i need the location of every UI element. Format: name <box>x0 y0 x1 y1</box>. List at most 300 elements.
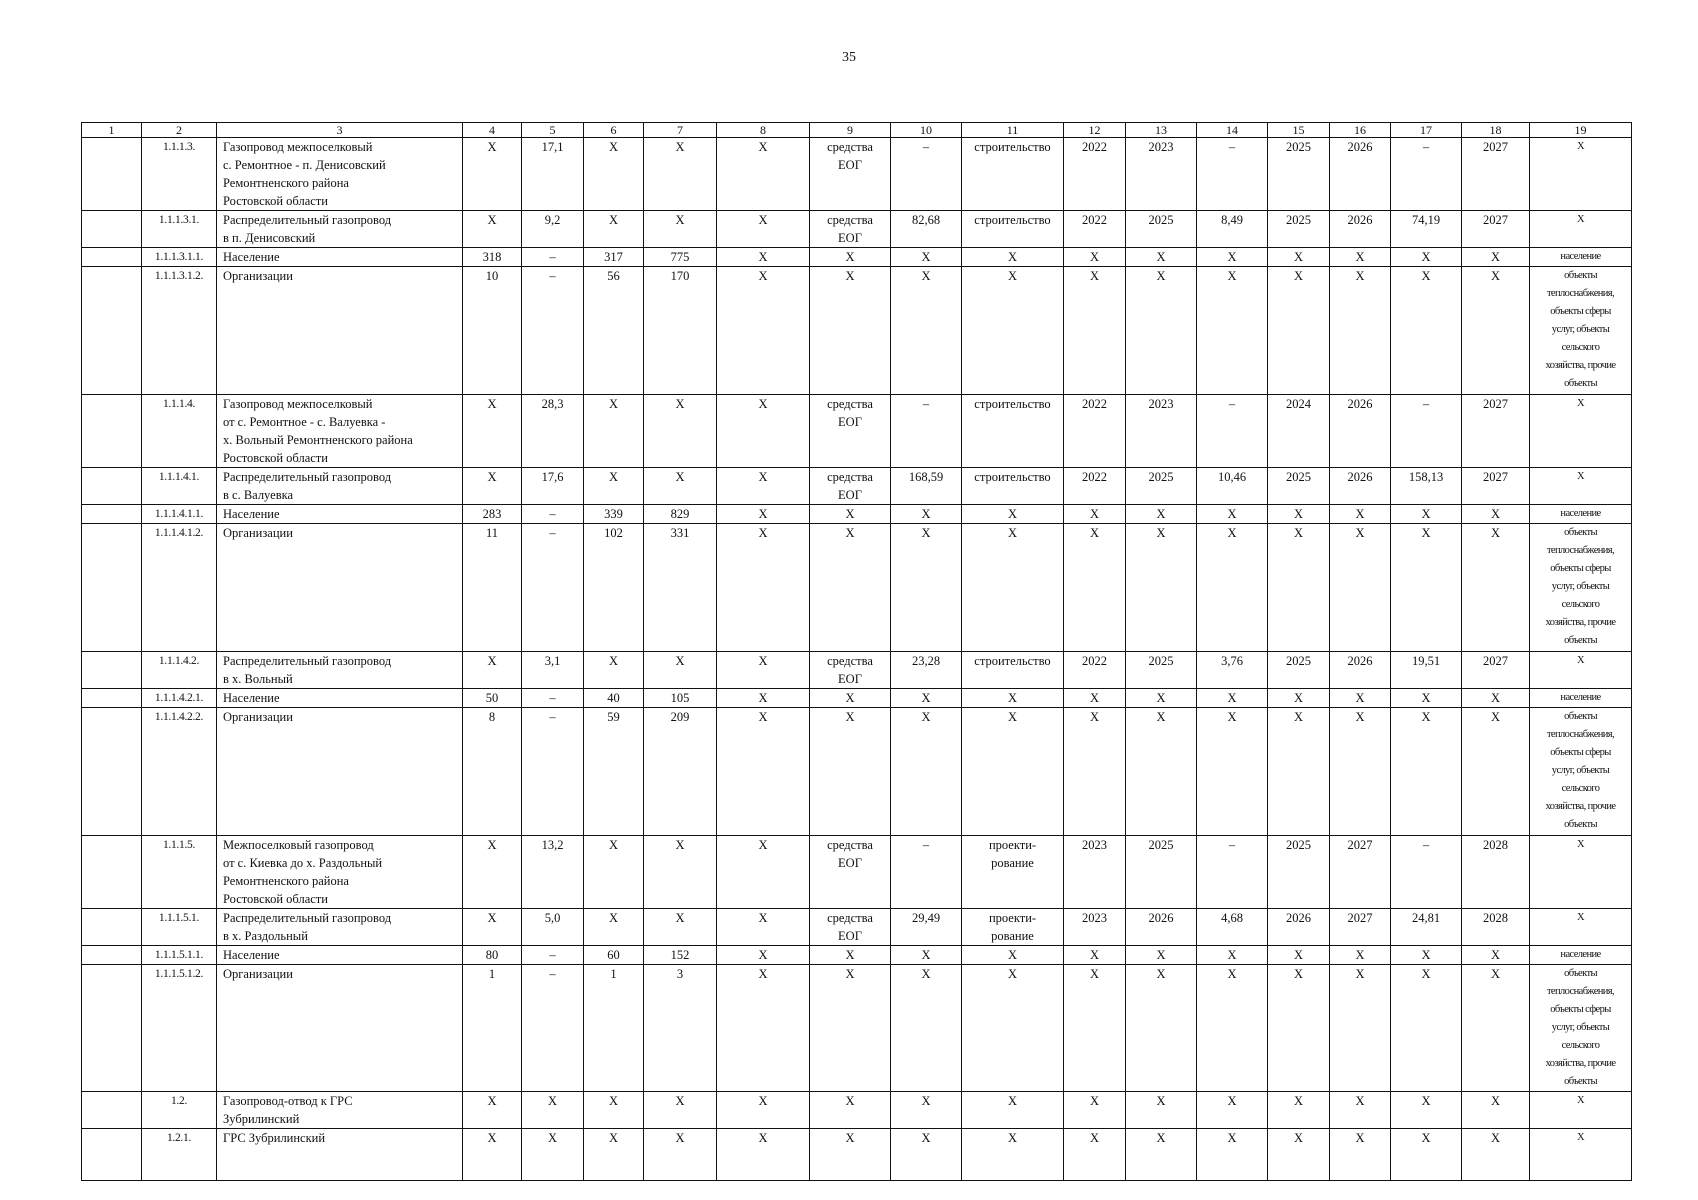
value-cell: Х <box>1330 965 1391 1092</box>
value-cell <box>82 708 142 836</box>
column-number-cell: 19 <box>1530 123 1632 138</box>
column-number-cell: 17 <box>1391 123 1462 138</box>
column-number-cell: 5 <box>522 123 584 138</box>
value-cell: Х <box>1462 267 1530 395</box>
value-cell: Х <box>463 836 522 909</box>
value-cell: Х <box>891 946 962 965</box>
value-cell: 8 <box>463 708 522 836</box>
item-name-cell: Организации <box>217 524 463 652</box>
value-cell: 209 <box>644 708 717 836</box>
value-cell: 2022 <box>1064 468 1126 505</box>
value-cell <box>82 524 142 652</box>
consumer-category-cell: Х <box>1530 1129 1632 1181</box>
value-cell: Х <box>463 1092 522 1129</box>
item-code-cell: 1.1.1.3.1. <box>142 211 217 248</box>
value-cell: Х <box>1268 505 1330 524</box>
value-cell: – <box>1391 836 1462 909</box>
item-code-cell: 1.1.1.5.1.2. <box>142 965 217 1092</box>
value-cell: Х <box>584 395 644 468</box>
value-cell: Х <box>891 965 962 1092</box>
value-cell: – <box>891 395 962 468</box>
value-cell: Х <box>717 524 810 652</box>
value-cell: Х <box>717 505 810 524</box>
value-cell: проекти- рование <box>962 836 1064 909</box>
value-cell: 2025 <box>1268 138 1330 211</box>
value-cell: Х <box>1391 965 1462 1092</box>
value-cell: Х <box>1462 505 1530 524</box>
value-cell: – <box>1391 395 1462 468</box>
value-cell: средства ЕОГ <box>810 211 891 248</box>
value-cell: 2025 <box>1126 211 1197 248</box>
consumer-category-cell: население <box>1530 946 1632 965</box>
item-code-cell: 1.1.1.4.2.2. <box>142 708 217 836</box>
value-cell: Х <box>463 138 522 211</box>
value-cell: 2025 <box>1126 468 1197 505</box>
value-cell: Х <box>1330 708 1391 836</box>
value-cell: 3,1 <box>522 652 584 689</box>
value-cell: Х <box>717 946 810 965</box>
value-cell: 2027 <box>1330 836 1391 909</box>
value-cell <box>82 468 142 505</box>
value-cell <box>82 689 142 708</box>
value-cell: 9,2 <box>522 211 584 248</box>
value-cell: 2026 <box>1126 909 1197 946</box>
value-cell: Х <box>1391 1092 1462 1129</box>
value-cell <box>82 505 142 524</box>
value-cell: 13,2 <box>522 836 584 909</box>
value-cell: Х <box>717 965 810 1092</box>
item-name-cell: Газопровод-отвод к ГРС Зубрилинский <box>217 1092 463 1129</box>
value-cell: Х <box>1330 1129 1391 1181</box>
value-cell: 10,46 <box>1197 468 1268 505</box>
value-cell: Х <box>1462 946 1530 965</box>
value-cell: 50 <box>463 689 522 708</box>
table-row <box>82 836 1632 909</box>
value-cell: Х <box>717 468 810 505</box>
value-cell <box>82 1092 142 1129</box>
value-cell: строительство <box>962 468 1064 505</box>
value-cell: Х <box>1268 524 1330 652</box>
value-cell: Х <box>1197 524 1268 652</box>
value-cell: 2023 <box>1064 836 1126 909</box>
value-cell: 59 <box>584 708 644 836</box>
value-cell: Х <box>962 267 1064 395</box>
value-cell: Х <box>717 248 810 267</box>
consumer-category-cell: население <box>1530 248 1632 267</box>
value-cell: 152 <box>644 946 717 965</box>
item-name-cell: Организации <box>217 708 463 836</box>
value-cell: 2025 <box>1268 652 1330 689</box>
value-cell: Х <box>463 1129 522 1181</box>
value-cell: строительство <box>962 138 1064 211</box>
item-code-cell: 1.1.1.3.1.2. <box>142 267 217 395</box>
value-cell: Х <box>810 708 891 836</box>
table-row <box>82 395 1632 468</box>
value-cell: Х <box>463 909 522 946</box>
value-cell: Х <box>1462 965 1530 1092</box>
value-cell: – <box>1197 836 1268 909</box>
value-cell: Х <box>584 836 644 909</box>
consumer-category-cell: объекты теплоснабжения, объекты сферы услуг, объекты сельского хозяйства, прочие объекты <box>1530 708 1632 836</box>
item-name-cell: Население <box>217 248 463 267</box>
value-cell: Х <box>1330 946 1391 965</box>
value-cell: – <box>522 708 584 836</box>
table-row <box>82 652 1632 689</box>
item-code-cell: 1.1.1.5.1.1. <box>142 946 217 965</box>
value-cell: Х <box>891 1092 962 1129</box>
value-cell: Х <box>962 689 1064 708</box>
value-cell: Х <box>1391 267 1462 395</box>
page-number: 35 <box>842 50 856 65</box>
value-cell: строительство <box>962 395 1064 468</box>
value-cell: Х <box>810 689 891 708</box>
column-number-cell: 8 <box>717 123 810 138</box>
value-cell: Х <box>1197 946 1268 965</box>
value-cell: Х <box>1391 505 1462 524</box>
value-cell: Х <box>584 1129 644 1181</box>
value-cell: Х <box>1462 689 1530 708</box>
item-code-cell: 1.1.1.4.2.1. <box>142 689 217 708</box>
value-cell: – <box>522 946 584 965</box>
value-cell: Х <box>810 1129 891 1181</box>
item-name-cell: Население <box>217 946 463 965</box>
value-cell: 1 <box>463 965 522 1092</box>
value-cell <box>82 946 142 965</box>
value-cell: Х <box>584 211 644 248</box>
table-row <box>82 267 1632 395</box>
value-cell: Х <box>1064 1129 1126 1181</box>
value-cell: – <box>891 138 962 211</box>
item-name-cell: Организации <box>217 965 463 1092</box>
item-name-cell: Газопровод межпоселковый от с. Ремонтное - с. Валуевка - х. Вольный Ремонтненского района Ростовской области <box>217 395 463 468</box>
value-cell: Х <box>1064 524 1126 652</box>
value-cell: 17,1 <box>522 138 584 211</box>
value-cell: 2027 <box>1462 138 1530 211</box>
value-cell: Х <box>1197 248 1268 267</box>
item-code-cell: 1.1.1.5.1. <box>142 909 217 946</box>
table-row <box>82 524 1632 652</box>
value-cell: 318 <box>463 248 522 267</box>
table-row <box>82 468 1632 505</box>
value-cell: Х <box>1126 524 1197 652</box>
value-cell: средства ЕОГ <box>810 468 891 505</box>
consumer-category-cell: население <box>1530 689 1632 708</box>
value-cell: 24,81 <box>1391 909 1462 946</box>
value-cell: Х <box>962 248 1064 267</box>
value-cell: Х <box>717 267 810 395</box>
value-cell: Х <box>463 211 522 248</box>
item-name-cell: Распределительный газопровод в х. Раздольный <box>217 909 463 946</box>
value-cell: Х <box>810 248 891 267</box>
value-cell: 283 <box>463 505 522 524</box>
value-cell: Х <box>810 965 891 1092</box>
table-row <box>82 138 1632 211</box>
value-cell: 2027 <box>1462 652 1530 689</box>
value-cell: Х <box>1268 708 1330 836</box>
value-cell: Х <box>1391 946 1462 965</box>
value-cell: Х <box>1462 248 1530 267</box>
table-row <box>82 708 1632 836</box>
consumer-category-cell: объекты теплоснабжения, объекты сферы услуг, объекты сельского хозяйства, прочие объекты <box>1530 267 1632 395</box>
value-cell: Х <box>810 505 891 524</box>
item-code-cell: 1.1.1.4.2. <box>142 652 217 689</box>
value-cell: Х <box>717 708 810 836</box>
value-cell: Х <box>1197 1129 1268 1181</box>
value-cell: Х <box>463 395 522 468</box>
item-name-cell: Распределительный газопровод в с. Валуевка <box>217 468 463 505</box>
value-cell: 80 <box>463 946 522 965</box>
value-cell: Х <box>1330 524 1391 652</box>
item-code-cell: 1.1.1.4. <box>142 395 217 468</box>
item-name-cell: Население <box>217 689 463 708</box>
value-cell: 2026 <box>1330 652 1391 689</box>
value-cell: Х <box>1064 689 1126 708</box>
value-cell: Х <box>1462 1129 1530 1181</box>
value-cell: 2026 <box>1268 909 1330 946</box>
value-cell: 28,3 <box>522 395 584 468</box>
value-cell: Х <box>810 267 891 395</box>
value-cell: Х <box>891 524 962 652</box>
value-cell: 1 <box>584 965 644 1092</box>
column-number-cell: 2 <box>142 123 217 138</box>
value-cell <box>82 965 142 1092</box>
value-cell: Х <box>810 946 891 965</box>
value-cell: Х <box>644 1092 717 1129</box>
value-cell: Х <box>1064 505 1126 524</box>
value-cell <box>82 138 142 211</box>
item-name-cell: ГРС Зубрилинский <box>217 1129 463 1181</box>
value-cell: Х <box>644 395 717 468</box>
column-number-cell: 6 <box>584 123 644 138</box>
value-cell: Х <box>962 708 1064 836</box>
value-cell: 3,76 <box>1197 652 1268 689</box>
value-cell: Х <box>644 836 717 909</box>
value-cell: Х <box>463 468 522 505</box>
value-cell: Х <box>522 1129 584 1181</box>
value-cell: Х <box>717 395 810 468</box>
value-cell: 5,0 <box>522 909 584 946</box>
table-row <box>82 505 1632 524</box>
value-cell: – <box>522 689 584 708</box>
value-cell: Х <box>891 505 962 524</box>
value-cell: 2022 <box>1064 395 1126 468</box>
value-cell: Х <box>1197 689 1268 708</box>
value-cell: Х <box>1268 267 1330 395</box>
item-name-cell: Распределительный газопровод в х. Вольный <box>217 652 463 689</box>
value-cell <box>82 395 142 468</box>
value-cell: Х <box>962 524 1064 652</box>
value-cell <box>82 652 142 689</box>
item-code-cell: 1.1.1.3.1.1. <box>142 248 217 267</box>
value-cell: Х <box>1268 946 1330 965</box>
value-cell: – <box>522 248 584 267</box>
value-cell: 56 <box>584 267 644 395</box>
value-cell: 3 <box>644 965 717 1092</box>
item-name-cell: Организации <box>217 267 463 395</box>
column-number-cell: 14 <box>1197 123 1268 138</box>
value-cell: – <box>1197 138 1268 211</box>
value-cell: 40 <box>584 689 644 708</box>
value-cell <box>82 211 142 248</box>
value-cell: Х <box>644 468 717 505</box>
value-cell: Х <box>644 1129 717 1181</box>
column-number-cell: 1 <box>82 123 142 138</box>
value-cell: 829 <box>644 505 717 524</box>
column-number-cell: 13 <box>1126 123 1197 138</box>
consumer-category-cell: Х <box>1530 395 1632 468</box>
value-cell: Х <box>1268 965 1330 1092</box>
table-row <box>82 248 1632 267</box>
value-cell: Х <box>584 652 644 689</box>
value-cell: Х <box>644 138 717 211</box>
value-cell: Х <box>1268 1129 1330 1181</box>
value-cell: Х <box>1391 1129 1462 1181</box>
value-cell: Х <box>1064 946 1126 965</box>
value-cell: Х <box>1462 1092 1530 1129</box>
value-cell: Х <box>1330 1092 1391 1129</box>
value-cell: – <box>522 505 584 524</box>
column-number-cell: 9 <box>810 123 891 138</box>
item-name-cell: Межпоселковый газопровод от с. Киевка до х. Раздольный Ремонтненского района Ростовской области <box>217 836 463 909</box>
value-cell: Х <box>1462 524 1530 652</box>
table-row <box>82 965 1632 1092</box>
item-name-cell: Население <box>217 505 463 524</box>
value-cell: Х <box>962 1092 1064 1129</box>
value-cell: 2024 <box>1268 395 1330 468</box>
value-cell: Х <box>644 909 717 946</box>
value-cell: 2026 <box>1330 138 1391 211</box>
value-cell: Х <box>891 689 962 708</box>
value-cell: Х <box>1126 248 1197 267</box>
value-cell: Х <box>717 1129 810 1181</box>
consumer-category-cell: Х <box>1530 1092 1632 1129</box>
value-cell: Х <box>1126 965 1197 1092</box>
value-cell: – <box>1197 395 1268 468</box>
value-cell: 17,6 <box>522 468 584 505</box>
value-cell: Х <box>1197 1092 1268 1129</box>
value-cell: Х <box>717 652 810 689</box>
value-cell: 2028 <box>1462 836 1530 909</box>
value-cell: средства ЕОГ <box>810 836 891 909</box>
value-cell: Х <box>891 1129 962 1181</box>
consumer-category-cell: Х <box>1530 468 1632 505</box>
item-code-cell: 1.1.1.4.1.2. <box>142 524 217 652</box>
value-cell: 2027 <box>1330 909 1391 946</box>
consumer-category-cell: Х <box>1530 138 1632 211</box>
value-cell: 2028 <box>1462 909 1530 946</box>
item-code-cell: 1.1.1.3. <box>142 138 217 211</box>
value-cell: – <box>1391 138 1462 211</box>
value-cell: 4,68 <box>1197 909 1268 946</box>
consumer-category-cell: Х <box>1530 836 1632 909</box>
consumer-category-cell: Х <box>1530 909 1632 946</box>
value-cell: средства ЕОГ <box>810 395 891 468</box>
value-cell: – <box>522 267 584 395</box>
value-cell <box>82 836 142 909</box>
value-cell: Х <box>1391 689 1462 708</box>
value-cell: Х <box>1462 708 1530 836</box>
consumer-category-cell: объекты теплоснабжения, объекты сферы услуг, объекты сельского хозяйства, прочие объекты <box>1530 965 1632 1092</box>
value-cell: 2025 <box>1268 836 1330 909</box>
value-cell: 10 <box>463 267 522 395</box>
value-cell: Х <box>1330 689 1391 708</box>
value-cell: Х <box>1391 248 1462 267</box>
column-number-cell: 18 <box>1462 123 1530 138</box>
item-name-cell: Распределительный газопровод в п. Денисовский <box>217 211 463 248</box>
value-cell: проекти- рование <box>962 909 1064 946</box>
value-cell: Х <box>584 468 644 505</box>
value-cell: Х <box>1126 689 1197 708</box>
value-cell: 2027 <box>1462 395 1530 468</box>
column-number-cell: 15 <box>1268 123 1330 138</box>
value-cell: 2023 <box>1064 909 1126 946</box>
value-cell: Х <box>891 248 962 267</box>
value-cell: 2025 <box>1268 468 1330 505</box>
value-cell: 8,49 <box>1197 211 1268 248</box>
value-cell: Х <box>1126 505 1197 524</box>
value-cell: Х <box>1064 267 1126 395</box>
value-cell: Х <box>717 836 810 909</box>
value-cell: 168,59 <box>891 468 962 505</box>
value-cell: 2022 <box>1064 211 1126 248</box>
column-number-cell: 10 <box>891 123 962 138</box>
value-cell: – <box>522 965 584 1092</box>
value-cell: Х <box>717 211 810 248</box>
value-cell: Х <box>962 505 1064 524</box>
value-cell: Х <box>1330 248 1391 267</box>
value-cell: Х <box>962 965 1064 1092</box>
consumer-category-cell: Х <box>1530 211 1632 248</box>
value-cell: 2023 <box>1126 395 1197 468</box>
value-cell: 74,19 <box>1391 211 1462 248</box>
value-cell: Х <box>1268 689 1330 708</box>
table-row <box>82 909 1632 946</box>
value-cell: 82,68 <box>891 211 962 248</box>
value-cell: Х <box>891 267 962 395</box>
item-code-cell: 1.1.1.4.1. <box>142 468 217 505</box>
program-table <box>81 122 1632 1181</box>
column-number-cell: 12 <box>1064 123 1126 138</box>
value-cell: 105 <box>644 689 717 708</box>
consumer-category-cell: Х <box>1530 652 1632 689</box>
value-cell: 158,13 <box>1391 468 1462 505</box>
value-cell: средства ЕОГ <box>810 138 891 211</box>
value-cell: Х <box>1197 267 1268 395</box>
value-cell: 2022 <box>1064 652 1126 689</box>
value-cell: Х <box>522 1092 584 1129</box>
value-cell: 2025 <box>1126 836 1197 909</box>
value-cell: Х <box>1268 1092 1330 1129</box>
value-cell: 2027 <box>1462 211 1530 248</box>
value-cell: Х <box>810 524 891 652</box>
consumer-category-cell: население <box>1530 505 1632 524</box>
table-row <box>82 1092 1632 1129</box>
value-cell <box>82 267 142 395</box>
column-number-row <box>82 123 1632 138</box>
column-number-cell: 3 <box>217 123 463 138</box>
value-cell: 339 <box>584 505 644 524</box>
value-cell: Х <box>584 909 644 946</box>
value-cell: Х <box>717 909 810 946</box>
value-cell: Х <box>463 652 522 689</box>
value-cell: 102 <box>584 524 644 652</box>
table-row <box>82 211 1632 248</box>
value-cell: – <box>522 524 584 652</box>
value-cell: Х <box>1126 267 1197 395</box>
value-cell: Х <box>1330 267 1391 395</box>
column-number-cell: 16 <box>1330 123 1391 138</box>
value-cell: средства ЕОГ <box>810 909 891 946</box>
